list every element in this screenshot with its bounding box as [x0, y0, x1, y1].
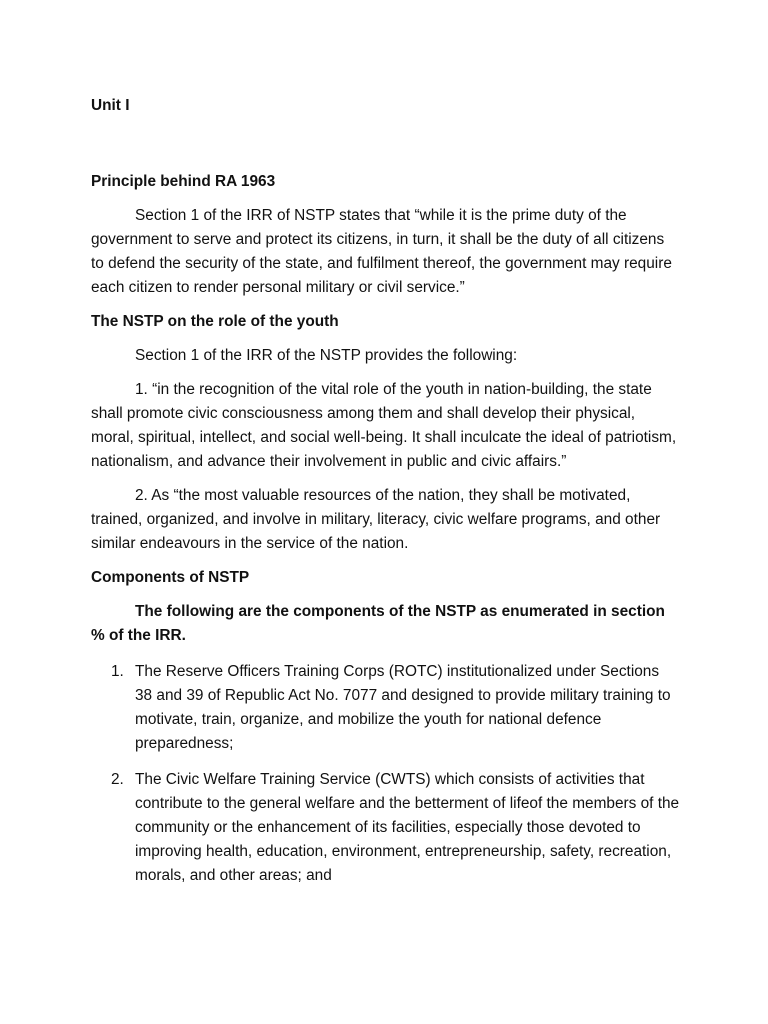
list-item-number: 1.: [111, 663, 124, 680]
list-item: [91, 768, 680, 888]
paragraph-youth-intro: Section 1 of the IRR of the NSTP provides the following:: [135, 347, 518, 364]
list-item-text: The Civic Welfare Training Service (CWTS) which consists of activities that contribute to the general welfare and the betterment of lifeof the members of the community or the enhancement of its facilities, especially those devoted to improving health, education, environment, entrepreneurship, safety, recreation, morals, and other areas; and: [135, 771, 680, 884]
unit-title: Unit I: [91, 97, 130, 114]
paragraph-youth-point-1: 1. “in the recognition of the vital role of the youth in nation-building, the state shall promote civic consciousness among them and shall develop their physical, moral, spiritual, intellect, and social well-being. It shall inculcate the ideal of patriotism, nationalism, and advance their involvement in public and civic affairs.”: [91, 381, 677, 470]
heading-principle: Principle behind RA 1963: [91, 173, 276, 190]
heading-components: Components of NSTP: [91, 569, 250, 586]
list-item-number: 2.: [111, 771, 124, 788]
components-list: [91, 660, 680, 888]
paragraph-components-intro: The following are the components of the NSTP as enumerated in section % of the IRR.: [91, 603, 665, 644]
paragraph-principle: Section 1 of the IRR of NSTP states that “while it is the prime duty of the government to serve and protect its citizens, in turn, it shall be the duty of all citizens to defend the security of the state, and fulfilment thereof, the government may require each citizen to render personal military or civil service.”: [91, 207, 672, 296]
paragraph-youth-point-2: 2. As “the most valuable resources of the nation, they shall be motivated, trained, organized, and involve in military, literacy, civic welfare programs, and other similar endeavours in the service of the nation.: [91, 487, 661, 552]
list-item-text: The Reserve Officers Training Corps (ROTC) institutionalized under Sections 38 and 39 of Republic Act No. 7077 and designed to provide military training to motivate, train, organize, and mobilize the youth for national defence preparedness;: [135, 663, 671, 752]
heading-youth-role: The NSTP on the role of the youth: [91, 313, 339, 330]
list-item: [91, 660, 680, 756]
